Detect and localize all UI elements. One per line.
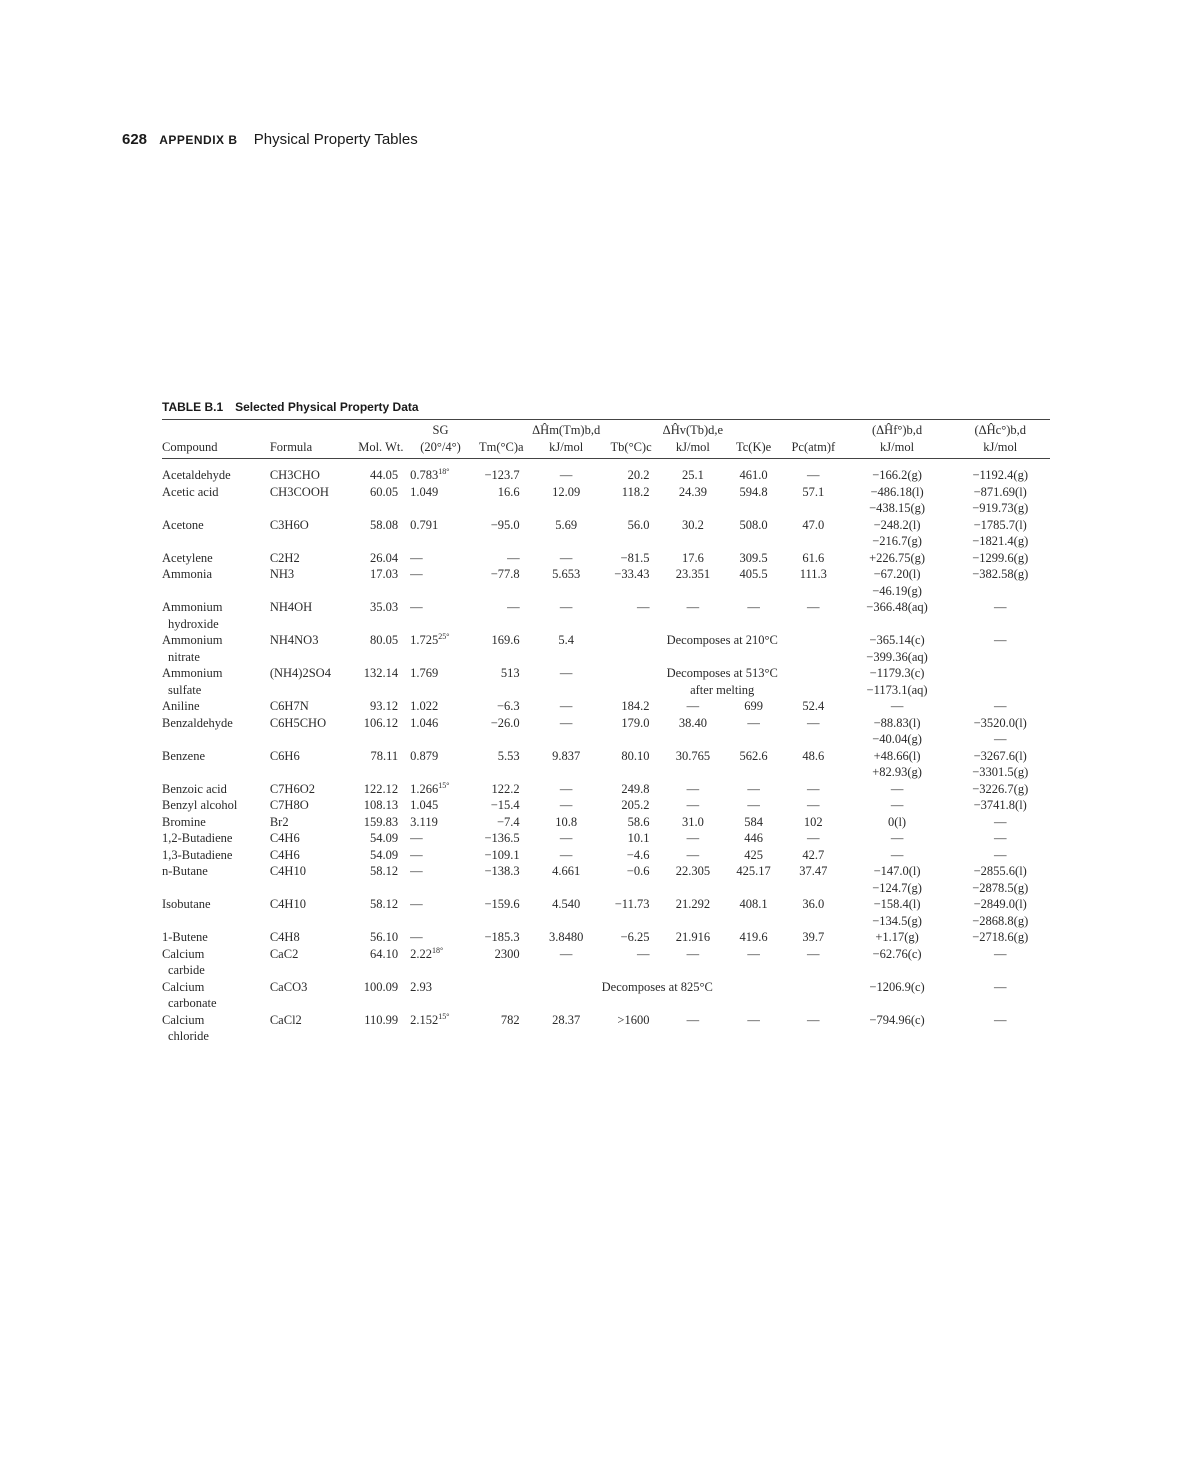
hm-cell: —	[559, 468, 573, 482]
hc-cell: —	[993, 847, 1007, 862]
mol-wt-cell: 44.05	[370, 468, 399, 482]
hf-cell: −1206.9(c)	[869, 979, 925, 994]
table-row	[162, 929, 1050, 946]
hv-cell: —	[686, 699, 700, 713]
hc-cell: −2855.6(l) −2878.5(g)	[972, 864, 1029, 895]
hv-cell: —	[686, 847, 700, 862]
hm-cell: 4.540	[552, 897, 581, 911]
table-row	[162, 830, 1050, 847]
table-row	[162, 979, 1050, 1012]
hm-cell: 5.4	[558, 633, 574, 647]
hc-cell: —	[993, 600, 1007, 614]
table-caption-title: Selected Physical Property Data	[235, 400, 419, 414]
tm-cell: −6.3	[496, 699, 520, 713]
tm-cell: −77.8	[490, 567, 520, 581]
tb-cell: 20.2	[627, 468, 650, 482]
tc-cell: —	[747, 946, 760, 961]
pc-cell: 48.6	[802, 748, 825, 763]
tm-cell: —	[507, 550, 520, 565]
tb-cell: −33.43	[614, 567, 650, 581]
sg-cell: —	[410, 550, 423, 565]
table-row	[162, 797, 1050, 814]
formula-cell: C7H6O2	[269, 781, 315, 796]
mol-wt-cell: 58.12	[370, 864, 399, 878]
compound-cell: Benzyl alcohol	[162, 798, 238, 812]
table-row	[162, 781, 1050, 798]
table-row	[162, 847, 1050, 864]
tm-cell: −136.5	[484, 831, 520, 845]
hf-cell: −166.2(g)	[872, 468, 922, 482]
table-row	[162, 698, 1050, 715]
col-hm: ΔĤm(Tm)b,d kJ/mol	[532, 420, 601, 459]
mol-wt-cell: 100.09	[363, 979, 399, 994]
hc-cell: −2849.0(l) −2868.8(g)	[972, 897, 1029, 928]
tc-cell: 425	[744, 847, 763, 862]
tm-cell: −185.3	[484, 930, 520, 944]
compound-cell: n-Butane	[162, 864, 208, 878]
hv-cell: —	[686, 798, 700, 812]
formula-cell: C4H6	[269, 847, 300, 862]
hc-cell: −3520.0(l) —	[973, 715, 1027, 746]
hf-cell: −486.18(l) −438.15(g)	[869, 484, 926, 515]
tb-cell: >1600	[617, 1012, 650, 1027]
formula-cell: (NH4)2SO4	[269, 666, 331, 680]
formula-cell: C4H8	[269, 930, 300, 944]
hf-cell: +1.17(g)	[875, 930, 919, 944]
tb-cell: —	[636, 946, 650, 961]
appendix-label: APPENDIX B	[159, 133, 238, 147]
hf-cell: +48.66(l) +82.93(g)	[872, 748, 922, 779]
sg-cell: 1.769	[410, 666, 439, 680]
mol-wt-cell: 93.12	[370, 699, 399, 713]
hv-cell: —	[686, 781, 700, 796]
formula-cell: C6H6	[269, 748, 300, 763]
tm-cell: −7.4	[496, 814, 520, 829]
hc-cell: −3741.8(l)	[973, 798, 1027, 812]
compound-cell: Ammonium nitrate	[162, 633, 223, 664]
pc-cell: —	[807, 946, 820, 961]
pc-cell: 111.3	[799, 567, 827, 581]
chapter-title: Physical Property Tables	[253, 131, 418, 148]
tm-cell: −138.3	[484, 864, 520, 878]
tb-cell: 80.10	[621, 748, 650, 763]
hm-cell: 5.69	[555, 517, 578, 532]
hc-cell	[950, 665, 1050, 698]
mol-wt-cell: 58.08	[370, 517, 399, 532]
sg-cell: $2.152^{15^\circ}$	[410, 1011, 450, 1027]
hv-cell: 23.351	[675, 567, 711, 581]
pc-cell: 39.7	[802, 930, 825, 944]
formula-cell: C4H10	[269, 864, 306, 878]
tc-cell: 408.1	[739, 897, 768, 911]
formula-cell: C4H10	[269, 897, 306, 911]
hf-cell: −365.14(c) −399.36(aq)	[866, 633, 928, 664]
mol-wt-cell: 54.09	[370, 847, 399, 862]
table-row	[162, 632, 1050, 665]
hf-cell: −1179.3(c) −1173.1(aq)	[866, 666, 928, 697]
hm-cell: 12.09	[552, 484, 581, 499]
tc-cell: 309.5	[739, 550, 768, 565]
formula-cell: C7H8O	[269, 798, 309, 812]
hf-cell: —	[890, 699, 904, 713]
compound-cell: Calcium carbide	[162, 946, 205, 977]
hv-cell: 17.6	[681, 550, 704, 565]
formula-cell: C2H2	[269, 550, 300, 565]
pc-cell: 102	[803, 814, 823, 829]
hf-cell: 0(l)	[888, 814, 907, 829]
tb-cell: 184.2	[621, 699, 650, 713]
table-row	[162, 946, 1050, 979]
compound-cell: Calcium chloride	[162, 1012, 209, 1043]
hm-cell: —	[559, 699, 573, 713]
sg-cell: 1.022	[410, 699, 439, 713]
col-hf: (ΔĤf°)b,d kJ/mol	[844, 420, 951, 459]
mol-wt-cell: 78.11	[370, 748, 399, 763]
mol-wt-cell: 106.12	[363, 715, 399, 730]
hc-cell: −382.58(g)	[972, 567, 1029, 581]
tc-cell: —	[747, 1012, 760, 1027]
hf-cell: —	[890, 781, 904, 796]
formula-cell: CH3COOH	[269, 484, 329, 499]
tm-cell: 16.6	[497, 484, 520, 499]
pc-cell: 42.7	[802, 847, 825, 862]
pc-cell: —	[807, 781, 820, 796]
sg-cell: —	[410, 930, 423, 944]
tc-cell: 508.0	[739, 517, 768, 532]
compound-cell: 1,3-Butadiene	[162, 847, 233, 862]
table-body	[162, 459, 1050, 1045]
hv-cell: 21.916	[675, 930, 711, 944]
pc-cell: —	[807, 468, 820, 482]
mol-wt-cell: 132.14	[363, 666, 399, 680]
mol-wt-cell: 60.05	[370, 484, 399, 499]
col-formula: Formula	[270, 420, 352, 459]
hf-cell: −88.83(l) −40.04(g)	[872, 715, 922, 746]
hc-cell: −1299.6(g)	[972, 550, 1029, 565]
mol-wt-cell: 56.10	[370, 930, 399, 944]
mol-wt-cell: 122.12	[363, 781, 399, 796]
hm-cell: 5.653	[552, 567, 581, 581]
tc-cell: 425.17	[736, 864, 771, 878]
hc-cell: —	[993, 699, 1007, 713]
tm-cell: 5.53	[497, 748, 520, 763]
tc-cell: —	[747, 715, 760, 730]
hm-cell: —	[559, 847, 573, 862]
table-row	[162, 896, 1050, 929]
formula-cell: NH4NO3	[269, 633, 319, 647]
hm-cell: —	[559, 946, 573, 961]
compound-cell: Benzaldehyde	[162, 715, 233, 730]
tb-cell: 118.2	[621, 484, 650, 499]
hc-cell: —	[993, 979, 1007, 994]
hv-cell: —	[686, 831, 700, 845]
table-row	[162, 1012, 1050, 1045]
note-cell: Decomposes at 513°C after melting	[666, 666, 778, 697]
compound-cell: Benzoic acid	[162, 781, 227, 796]
formula-cell: CaC2	[269, 946, 299, 961]
sg-cell: 2.93	[410, 979, 433, 994]
formula-cell: NH3	[269, 567, 295, 581]
formula-cell: C3H6O	[269, 517, 309, 532]
tc-cell: 446	[744, 831, 763, 845]
table-row	[162, 550, 1050, 567]
tb-cell: −6.25	[620, 930, 650, 944]
sg-cell: $0.783^{18^\circ}$	[410, 466, 450, 482]
pc-cell: —	[807, 600, 820, 614]
hv-cell: —	[686, 600, 700, 614]
formula-cell: Br2	[269, 814, 289, 829]
hc-cell: −2718.6(g)	[972, 930, 1029, 944]
col-tm: Tm(°C)a	[471, 420, 532, 459]
hc-cell: −3226.7(g)	[972, 781, 1029, 796]
sg-cell: —	[410, 847, 423, 862]
pc-cell: —	[807, 798, 820, 812]
col-hc: (ΔĤc°)b,d kJ/mol	[950, 420, 1050, 459]
hm-cell: —	[559, 798, 573, 812]
tm-cell: −26.0	[490, 715, 520, 730]
tc-cell: 594.8	[739, 484, 768, 499]
sg-cell: 0.879	[410, 748, 439, 763]
compound-cell: Ammonium hydroxide	[162, 600, 223, 631]
hc-cell: —	[993, 831, 1007, 845]
formula-cell: C4H6	[269, 831, 300, 845]
table-row	[162, 599, 1050, 632]
hm-cell: 28.37	[552, 1012, 581, 1027]
hc-cell: −3267.6(l) −3301.5(g)	[972, 748, 1029, 779]
property-table-block	[162, 400, 1050, 1045]
tm-cell: −123.7	[484, 468, 520, 482]
tm-cell: −159.6	[484, 897, 520, 911]
tc-cell: 699	[744, 699, 763, 713]
pc-cell: 37.47	[799, 864, 828, 878]
formula-cell: C6H7N	[269, 699, 309, 713]
compound-cell: Isobutane	[162, 897, 211, 911]
hv-cell: 31.0	[681, 814, 704, 829]
tm-cell: −95.0	[490, 517, 520, 532]
hf-cell: −67.20(l) −46.19(g)	[872, 567, 922, 598]
tb-cell: 10.1	[627, 831, 650, 845]
compound-cell: 1,2-Butadiene	[162, 831, 233, 845]
formula-cell: CH3CHO	[269, 468, 320, 482]
hf-cell: −62.76(c)	[872, 946, 922, 961]
tb-cell: 205.2	[621, 798, 650, 812]
table-row	[162, 715, 1050, 748]
hf-cell: —	[890, 798, 904, 812]
hm-cell: 9.837	[552, 748, 581, 763]
hc-cell: −1192.4(g)	[972, 468, 1028, 482]
hf-cell: −794.96(c)	[869, 1012, 925, 1027]
col-hv: ΔĤv(Tb)d,e kJ/mol	[661, 420, 724, 459]
tb-cell: 56.0	[627, 517, 650, 532]
hv-cell: 24.39	[678, 484, 707, 499]
hf-cell: −366.48(aq)	[866, 600, 928, 614]
hv-cell: 21.292	[675, 897, 711, 911]
hv-cell: 22.305	[675, 864, 711, 878]
col-pc: Pc(atm)f	[783, 420, 844, 459]
note-cell: Decomposes at 210°C	[666, 633, 778, 647]
physical-property-table	[162, 419, 1050, 1045]
table-row	[162, 517, 1050, 550]
hv-cell: 38.40	[678, 715, 707, 730]
mol-wt-cell: 159.83	[363, 814, 399, 829]
hv-cell: 30.765	[675, 748, 711, 763]
hm-cell: —	[559, 715, 573, 730]
pc-cell: 57.1	[802, 484, 825, 499]
hm-cell: 4.661	[552, 864, 581, 878]
hm-cell: —	[559, 781, 573, 796]
tc-cell: 584	[744, 814, 763, 829]
hf-cell: —	[890, 831, 904, 845]
hc-cell: −871.69(l) −919.73(g)	[972, 484, 1029, 515]
formula-cell: CaCl2	[269, 1012, 302, 1027]
mol-wt-cell: 108.13	[363, 798, 399, 812]
sg-cell: 3.119	[410, 814, 438, 829]
formula-cell: CaCO3	[269, 979, 308, 994]
tm-cell: 513	[500, 666, 520, 680]
compound-cell: Acetone	[162, 517, 204, 532]
tm-cell: 2300	[494, 946, 520, 961]
col-tc: Tc(K)e	[724, 420, 783, 459]
compound-cell: Benzene	[162, 748, 206, 763]
tb-cell: −11.73	[614, 897, 650, 911]
compound-cell: Ammonium sulfate	[162, 666, 223, 697]
formula-cell: C6H5CHO	[269, 715, 327, 730]
pc-cell: —	[807, 715, 820, 730]
tm-cell: −15.4	[490, 798, 520, 812]
table-caption	[162, 400, 1050, 414]
sg-cell: 1.046	[410, 715, 439, 730]
tm-cell: —	[507, 600, 520, 614]
sg-cell: $1.266^{15^\circ}$	[410, 780, 450, 796]
table-row	[162, 665, 1050, 698]
tc-cell: —	[747, 600, 760, 614]
compound-cell: 1-Butene	[162, 930, 208, 944]
table-caption-label: TABLE B.1	[162, 400, 224, 414]
tc-cell: 419.6	[739, 930, 768, 944]
pc-cell: 47.0	[802, 517, 825, 532]
pc-cell: 52.4	[802, 699, 825, 713]
table-row	[162, 459, 1050, 484]
mol-wt-cell: 17.03	[370, 567, 399, 581]
hc-cell: —	[993, 814, 1007, 829]
hf-cell: —	[890, 847, 904, 862]
sg-cell: —	[410, 600, 423, 614]
tb-cell: 249.8	[621, 781, 650, 796]
mol-wt-cell: 80.05	[370, 633, 399, 647]
hf-cell: −248.2(l) −216.7(g)	[872, 517, 922, 548]
tb-cell: —	[636, 600, 650, 614]
col-sg: SG (20°/4°)	[410, 420, 471, 459]
mol-wt-cell: 35.03	[370, 600, 399, 614]
mol-wt-cell: 110.99	[364, 1012, 399, 1027]
compound-cell: Bromine	[162, 814, 206, 829]
hf-cell: +226.75(g)	[869, 550, 926, 565]
hv-cell: 25.1	[681, 468, 704, 482]
page-number: 628	[122, 131, 148, 148]
sg-cell: 1.049	[410, 484, 439, 499]
tb-cell: 58.6	[627, 814, 650, 829]
hm-cell: —	[559, 831, 573, 845]
tc-cell: —	[747, 781, 760, 796]
hm-cell: —	[559, 550, 573, 565]
table-row	[162, 484, 1050, 517]
col-compound: Compound	[162, 420, 270, 459]
hv-cell: 30.2	[681, 517, 704, 532]
running-head	[122, 131, 418, 148]
tb-cell: −0.6	[626, 864, 650, 878]
tm-cell: 782	[500, 1012, 520, 1027]
hm-cell: —	[559, 666, 573, 680]
pc-cell: —	[807, 831, 820, 845]
hm-cell: 3.8480	[548, 930, 584, 944]
hv-cell: —	[686, 1012, 700, 1027]
sg-cell: —	[410, 864, 423, 878]
tc-cell: 405.5	[739, 567, 768, 581]
hc-cell: −1785.7(l) −1821.4(g)	[972, 517, 1029, 548]
tb-cell: −81.5	[620, 550, 650, 565]
tm-cell: 169.6	[491, 633, 520, 647]
col-mol-wt: Mol. Wt.	[352, 420, 411, 459]
tm-cell: 122.2	[491, 781, 520, 796]
mol-wt-cell: 54.09	[370, 831, 399, 845]
mol-wt-cell: 26.04	[370, 550, 399, 565]
table-header	[162, 420, 1050, 459]
hf-cell: −158.4(l) −134.5(g)	[872, 897, 922, 928]
pc-cell: 61.6	[802, 550, 825, 565]
col-tb: Tb(°C)c	[601, 420, 662, 459]
hm-cell: 10.8	[555, 814, 578, 829]
mol-wt-cell: 64.10	[370, 946, 399, 961]
sg-cell: —	[410, 897, 423, 911]
hc-cell: —	[993, 1012, 1007, 1027]
hv-cell: —	[686, 946, 700, 961]
hc-cell: —	[993, 633, 1007, 647]
mol-wt-cell: 58.12	[370, 897, 399, 911]
pc-cell: —	[807, 1012, 820, 1027]
tc-cell: —	[747, 798, 760, 812]
compound-cell: Acetic acid	[162, 484, 219, 499]
pc-cell: 36.0	[802, 897, 825, 911]
compound-cell: Ammonia	[162, 567, 212, 581]
sg-cell: 1.045	[410, 798, 439, 812]
table-row	[162, 566, 1050, 599]
tc-cell: 562.6	[739, 748, 768, 763]
compound-cell: Acetaldehyde	[162, 468, 231, 482]
table-row	[162, 748, 1050, 781]
sg-cell: —	[410, 831, 423, 845]
sg-cell: 0.791	[410, 517, 439, 532]
table-row	[162, 863, 1050, 896]
hc-cell: —	[993, 946, 1007, 961]
hm-cell: —	[559, 600, 573, 614]
sg-cell: —	[410, 567, 423, 581]
table-row	[162, 814, 1050, 831]
tb-cell: −4.6	[626, 847, 650, 862]
tc-cell: 461.0	[739, 468, 768, 482]
hf-cell: −147.0(l) −124.7(g)	[872, 864, 922, 895]
sg-cell: $2.22^{18^\circ}$	[410, 945, 444, 961]
note-cell: Decomposes at 825°C	[601, 979, 713, 994]
formula-cell: NH4OH	[269, 600, 313, 614]
tm-cell: −109.1	[484, 847, 520, 862]
sg-cell: $1.725^{25^\circ}$	[410, 631, 450, 647]
compound-cell: Acetylene	[162, 550, 213, 565]
compound-cell: Aniline	[162, 699, 200, 713]
compound-cell: Calcium carbonate	[162, 979, 217, 1010]
tb-cell: 179.0	[621, 715, 650, 730]
